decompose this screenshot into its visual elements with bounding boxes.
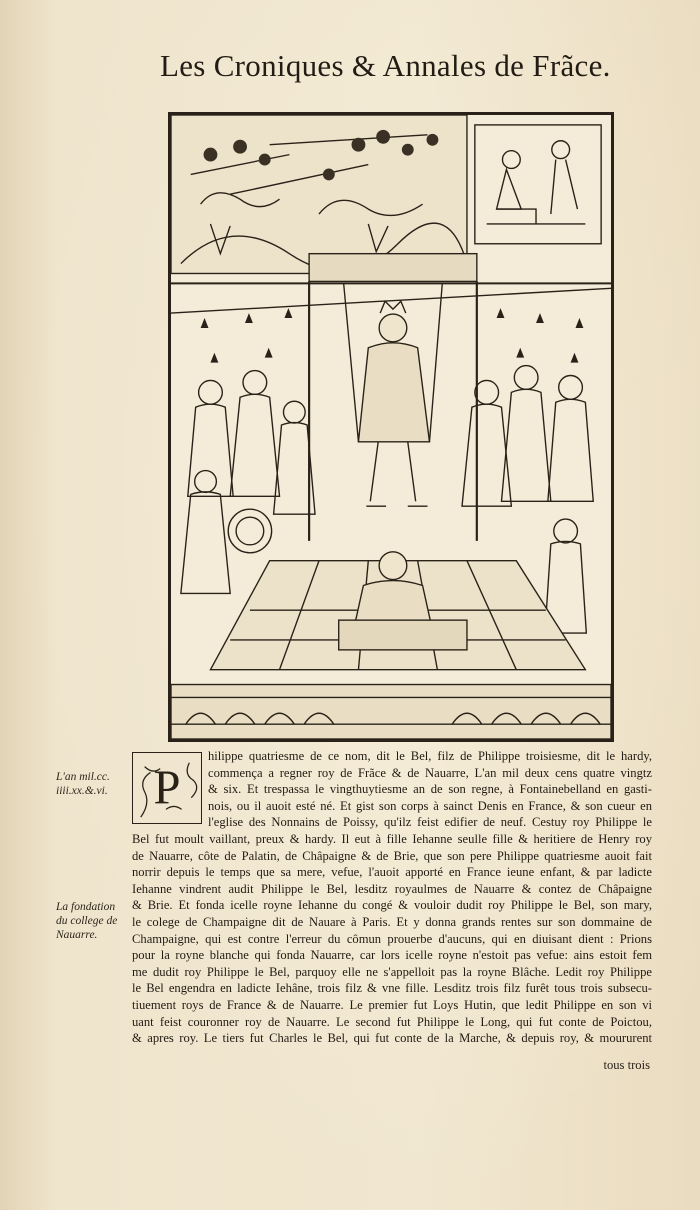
text-line: tiuement roys de France & de Nauarre. Le premier fut Loys Hutin, que ledit Philippe en son vi <box>132 997 652 1012</box>
text-line: hilippe quatriesme de ce nom, dit le Bel, filz de Philippe troisiesme, dit le hardy, <box>208 749 652 763</box>
text-line: Iehanne vindrent audit Philippe le Bel, lesditz royaulmes de Nauarre & contez de Châpaigne <box>132 881 652 896</box>
text-line: & six. Et trespassa le vingthuytiesme an de son regne, à Fontainebelland en gasti- <box>208 782 652 797</box>
text-line: Champaigne, qui est contre l'erreur du cômun prouerbe d'aucuns, qui en diuisant dient : Prions <box>132 931 652 946</box>
text-line: le colege de Champaigne dit de Nauare à Paris. Et y donna grands rentes sur son dommaine de <box>132 914 652 929</box>
text-line: norrir depuis le temps que sa mere, vefue, l'auoit apporté en France ieune enfant, & par ladicte <box>132 865 652 880</box>
woodcut-king-enthroned-icon <box>171 115 611 739</box>
text-line: me dudit roy Philippe le Bel, parquoy elle ne s'appelloit pas la royne Blâche. Ledit roy Philippe <box>132 964 652 979</box>
body-text <box>132 748 652 1047</box>
text-line: uant feist couronner roy de Nauarre. Le second fut Philippe le Long, qui fut conte de Poictou, <box>132 1014 652 1029</box>
text-line: commença a regner roy de Frãce & de Nauarre, L'an mil deux cens quatre vingtz <box>208 765 652 780</box>
margin-note-college: La fondation du college de Nauarre. <box>56 901 118 941</box>
text-line: l'eglise des Nonnains de Poissy, qu'ilz feist edifier de neuf. Cestuy roy Philippe le <box>208 815 652 830</box>
text-line: le Bel engendra en ladicte Iehâne, trois filz & vne fille. Lesditz trois filz furêt tous trois subsecu- <box>132 981 652 996</box>
text-line: pour la royne blanche qui fonda Nauarre, car lors icelle royne n'estoit pas vefue: ains estoit fem <box>132 948 652 963</box>
text-line: de Nauarre, côte de Palatin, de Châpaigne & de Brie, que son pere Philippe quatriesme auoit fait <box>132 848 652 863</box>
margin-note-date: L'an mil.cc. iiii.xx.&.vi. <box>56 771 110 797</box>
catchword: tous trois <box>603 1058 650 1072</box>
text-line: nois, ou il auoit esté né. Et gist son corps à sainct Denis en France, & son cueur en <box>208 798 652 813</box>
running-head: Les Croniques & Annales de Frãce. <box>160 48 611 83</box>
svg-text:P: P <box>153 760 181 815</box>
text-line: & Brie. Et fonda icelle royne Iehanne du congé & vouloir dudit roy Philippe le Bel, son mary, <box>132 898 652 913</box>
show-through-text <box>8 40 14 118</box>
text-line: Bel fut moult vaillant, preux & hardy. Il eut à fille Iehanne seulle fille & heritiere de Henry roy <box>132 831 652 846</box>
text-line: & apres roy. Le tiers fut Charles le Bel, qui fut conte de la Marche, & depuis roy, & moururent <box>132 1031 652 1046</box>
woodcut-illustration <box>168 112 614 742</box>
